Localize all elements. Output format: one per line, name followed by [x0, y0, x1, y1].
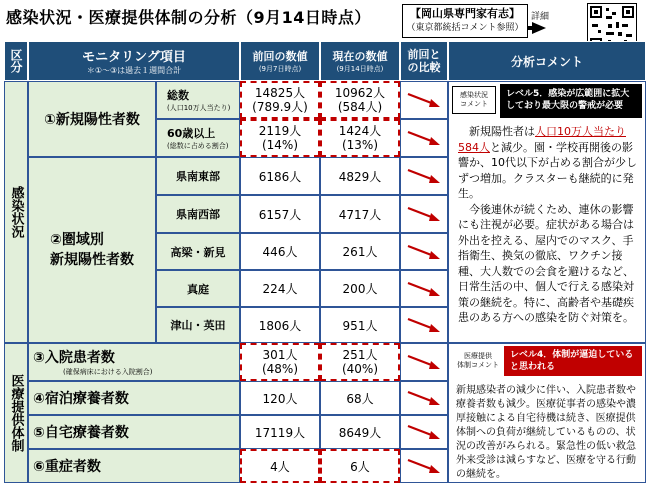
cell-old-curr [320, 119, 400, 157]
row-old-label: 60歳以上 [167, 127, 216, 140]
infection-text-b: と減少。園・学校再開後の影響か、10代以下が占める割合が少しずつ増加。クラスターも継続的に発生。 [458, 140, 637, 200]
cell-total-prev [240, 81, 320, 119]
cell-old-prev [240, 119, 320, 157]
header-curr [320, 41, 400, 81]
medical-level: レベル4．体制が逼迫していると思われる [504, 346, 642, 376]
row-total-label: 総数 [167, 89, 189, 102]
old-prev2: (14%) [261, 138, 299, 152]
hospital-curr2: (40%) [341, 362, 379, 376]
row-home: ⑤自宅療養者数 [28, 415, 240, 449]
infection-level: レベル5．感染が広範囲に拡大しており最大限の警戒が必要 [500, 84, 642, 118]
area-curr: 261人 [320, 233, 400, 270]
area-name: 県南西部 [156, 195, 240, 233]
cell-hospital-prev [240, 343, 320, 381]
old-curr2: (13%) [341, 138, 379, 152]
cell-hospital-curr [320, 343, 400, 381]
compare-arrow-icon [400, 307, 448, 343]
compare-arrow-icon [400, 449, 448, 483]
area-curr: 4829人 [320, 157, 400, 195]
source-line2: （東京都統括コメント参照） [406, 23, 524, 33]
cell-total-curr [320, 81, 400, 119]
detail-label: 詳細 [531, 12, 550, 22]
area-curr: 951人 [320, 307, 400, 343]
detail-arrow-icon [532, 22, 546, 34]
compare-arrow-icon [400, 195, 448, 233]
hospital-prev: 301人 [262, 348, 298, 362]
hospital-curr: 251人 [342, 348, 378, 362]
hotel-prev: 120人 [240, 381, 320, 415]
area-name: 高梁・新見 [156, 233, 240, 270]
header-prev-text: 前回の数値 [252, 50, 308, 63]
header-compare: 前回との比較 [400, 41, 448, 81]
row-old-sub: (総数に占める割合) [167, 142, 229, 150]
page-title: 感染状況・医療提供体制の分析（9月14日時点） [6, 8, 371, 27]
row-total-sub: (人口10万人当たり) [167, 104, 231, 112]
header-item-note: ＊①～③は過去１週間合計 [86, 66, 182, 75]
row-new-cases: ①新規陽性者数 [28, 81, 156, 157]
compare-arrow-icon [400, 343, 448, 381]
medical-comment-tag: 医療提供 体制コメント [457, 352, 499, 369]
header-curr-date: (9月14日時点) [336, 65, 384, 73]
header-curr-text: 現在の数値 [332, 50, 388, 63]
row-total [156, 81, 240, 119]
header-category-text: 区分 [9, 49, 23, 73]
row-old [156, 119, 240, 157]
compare-arrow-icon [400, 157, 448, 195]
area-prev: 224人 [240, 270, 320, 307]
row-hotel: ④宿泊療養者数 [28, 381, 240, 415]
row-hospital [28, 343, 240, 381]
severe-prev: 4人 [240, 449, 320, 483]
header-prev [240, 41, 320, 81]
total-curr: 10962人 [334, 86, 386, 100]
row-severe: ⑥重症者数 [28, 449, 240, 483]
area-name: 県南東部 [156, 157, 240, 195]
area-prev: 6186人 [240, 157, 320, 195]
infection-comment-tag: 感染状況 コメント [452, 86, 496, 114]
severe-curr: 6人 [320, 449, 400, 483]
home-curr: 8649人 [320, 415, 400, 449]
old-prev: 2119人 [258, 124, 302, 138]
header-comment: 分析コメント [448, 41, 646, 81]
source-box [402, 4, 528, 38]
area-curr: 200人 [320, 270, 400, 307]
infection-text-c: 今後連休が続くため、連休の影響にも注視が必要。症状がある場合は外出を控える、屋内でのマスク、手指衛生、換気の徹底、ワクチン接種、大人数での会食を避けるなど、日常生活の中、個人で行える感染対策の継続を。特に、高齢者や基礎疾患のある方への感染を防ぐ対策を。 [458, 202, 634, 324]
infection-comment-text [458, 124, 642, 326]
compare-arrow-icon [400, 270, 448, 307]
section-medical-text: 医療提供体制 [8, 374, 24, 452]
area-prev: 446人 [240, 233, 320, 270]
total-curr2: (584人) [337, 100, 383, 114]
area-name: 真庭 [156, 270, 240, 307]
area-prev: 6157人 [240, 195, 320, 233]
row-area: ②圏域別 新規陽性者数 [28, 157, 156, 343]
section-medical [4, 343, 28, 483]
compare-arrow-icon [400, 381, 448, 415]
total-prev2: (789.9人) [252, 100, 308, 114]
hotel-curr: 68人 [320, 381, 400, 415]
compare-arrow-icon [400, 415, 448, 449]
section-infection-text: 感染状況 [8, 186, 24, 238]
row-hospital-sub: (確保病床における入院割合) [63, 368, 153, 376]
hospital-prev2: (48%) [261, 362, 299, 376]
home-prev: 17119人 [240, 415, 320, 449]
header-item-text: モニタリング項目 [82, 50, 186, 65]
row-hospital-label: ③入院患者数 [33, 350, 115, 366]
section-infection [4, 81, 28, 343]
total-prev: 14825人 [254, 86, 306, 100]
area-prev: 1806人 [240, 307, 320, 343]
source-line1: 【岡山県専門家有志】 [410, 7, 520, 20]
compare-arrow-icon [400, 233, 448, 270]
infection-text-a: 新規陽性者は [469, 125, 535, 138]
header-item [28, 41, 240, 81]
header-prev-date: (9月7日時点) [258, 65, 302, 73]
area-curr: 4717人 [320, 195, 400, 233]
infection-text-highlight: 人口10万人当たり584人 [458, 125, 626, 154]
area-name: 津山・英田 [156, 307, 240, 343]
medical-comment-text: 新規感染者の減少に伴い、入院患者数や療養者数も減少。医療従事者の感染や濃厚接触による自宅待機は続き、医療提供体制への負荷が継続しているものの、状況の改善がみられる。緊急性の低い救急外来受診は減らすなど、医療を守る行動の継続を。 [456, 385, 636, 480]
header-category [4, 41, 28, 81]
compare-arrow-icon [400, 81, 448, 119]
compare-arrow-icon [400, 119, 448, 157]
old-curr: 1424人 [338, 124, 382, 138]
